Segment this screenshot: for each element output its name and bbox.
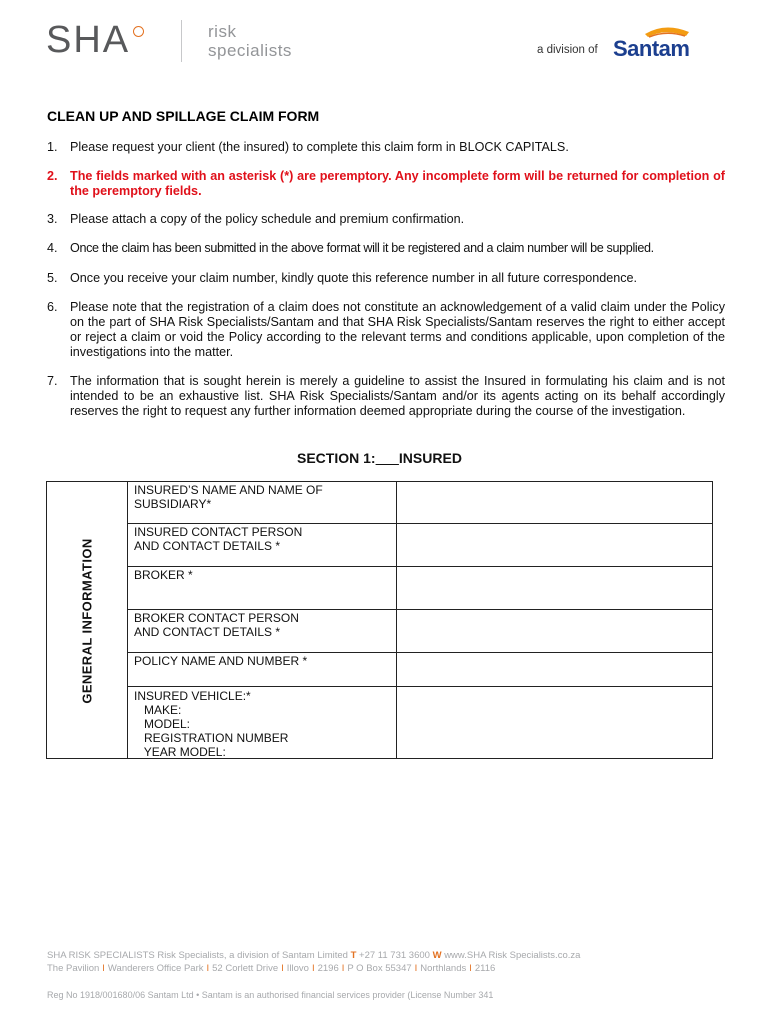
- santam-wordmark: Santam: [613, 36, 690, 61]
- section-header: SECTION 1: INSURED: [297, 450, 462, 466]
- field-label-broker-contact: BROKER CONTACT PERSON AND CONTACT DETAILS *: [134, 611, 299, 639]
- row-divider: [127, 523, 396, 524]
- insured-name-input[interactable]: [399, 484, 713, 523]
- field-broker[interactable]: [399, 569, 709, 607]
- general-information-label: GENERAL INFORMATION: [79, 538, 95, 704]
- field-label-policy: POLICY NAME AND NUMBER *: [134, 654, 308, 668]
- instruction-item: 5. Once you receive your claim number, kindly quote this reference number in all future correspondence.: [47, 271, 638, 285]
- field-label-broker: BROKER *: [134, 568, 193, 582]
- field-broker-contact[interactable]: [399, 612, 709, 650]
- field-vehicle[interactable]: [399, 689, 709, 757]
- general-information-table: [46, 481, 713, 759]
- form-title: CLEAN UP AND SPILLAGE CLAIM FORM: [47, 108, 320, 124]
- field-policy[interactable]: [399, 655, 709, 684]
- logo-subtitle: risk specialists: [208, 22, 292, 60]
- policy-input[interactable]: [399, 655, 713, 686]
- row-divider: [396, 523, 712, 524]
- row-divider: [127, 566, 396, 567]
- row-divider: [127, 686, 396, 687]
- instruction-item: 4. Once the claim has been submitted in the above format will it be registered and a claim number will be supplied.: [47, 241, 654, 255]
- santam-logo: [613, 24, 705, 62]
- footer-contact: SHA RISK SPECIALISTS Risk Specialists, a division of Santam Limited T +27 11 731 3600 W www.SHA Risk Specialists.co.za: [47, 950, 581, 961]
- division-text: a division of: [537, 44, 598, 56]
- sha-logo: SHA: [46, 20, 144, 60]
- broker-contact-input[interactable]: [399, 612, 713, 652]
- insured-contact-input[interactable]: [399, 526, 713, 566]
- field-label-vehicle: INSURED VEHICLE:* MAKE: MODEL: REGISTRATION NUMBER YEAR MODEL:: [134, 689, 289, 759]
- row-divider: [396, 686, 712, 687]
- instruction-item: 3. Please attach a copy of the policy schedule and premium confirmation.: [47, 212, 465, 226]
- row-divider: [396, 609, 712, 610]
- field-label-insured-name: INSURED’S NAME AND NAME OF SUBSIDIARY*: [134, 483, 323, 511]
- row-divider: [127, 652, 396, 653]
- logo-divider: [181, 20, 182, 62]
- footer-address: The Pavilion I Wanderers Office Park I 52 Corlett Drive I Illovo I 2196 I P O Box 55347 I Northlands I 2116: [47, 963, 496, 974]
- field-insured-contact[interactable]: [399, 526, 709, 564]
- footer-registration: Reg No 1918/001680/06 Santam Ltd • Santam is an authorised financial services provider (License Number 341: [47, 990, 494, 1000]
- instruction-item: 7. The information that is sought herein is merely a guideline to assist the Insured in formulating his claim and is not intended to be an exhaustive list. SHA Risk Specialists/Santam and/or its agents acting on its behalf accordingly reserves the right to request any further information deemed appropriate during the course of the investigation.: [47, 374, 725, 418]
- degree-circle-icon: [133, 26, 144, 37]
- instruction-item: 1. Please request your client (the insured) to complete this claim form in BLOCK CAPITALS.: [47, 140, 569, 154]
- row-divider: [396, 652, 712, 653]
- broker-input[interactable]: [399, 569, 713, 609]
- vehicle-input[interactable]: [399, 689, 713, 759]
- field-label-insured-contact: INSURED CONTACT PERSON AND CONTACT DETAILS *: [134, 525, 303, 553]
- field-insured-name[interactable]: [399, 484, 709, 521]
- row-divider: [396, 566, 712, 567]
- row-divider: [127, 609, 396, 610]
- instruction-item-peremptory: 2. The fields marked with an asterisk (*) are peremptory. Any incomplete form will be returned for completion of the peremptory fields.: [47, 169, 725, 198]
- instruction-item: 6. Please note that the registration of a claim does not constitute an acknowledgement of a valid claim under the Policy on the part of SHA Risk Specialists/Santam and that SHA Risk Specialists/Santam reserves the right to either accept or reject a claim or void the Policy according to the relevant terms and conditions applicable, upon completion of the investigations into the matter.: [47, 300, 725, 359]
